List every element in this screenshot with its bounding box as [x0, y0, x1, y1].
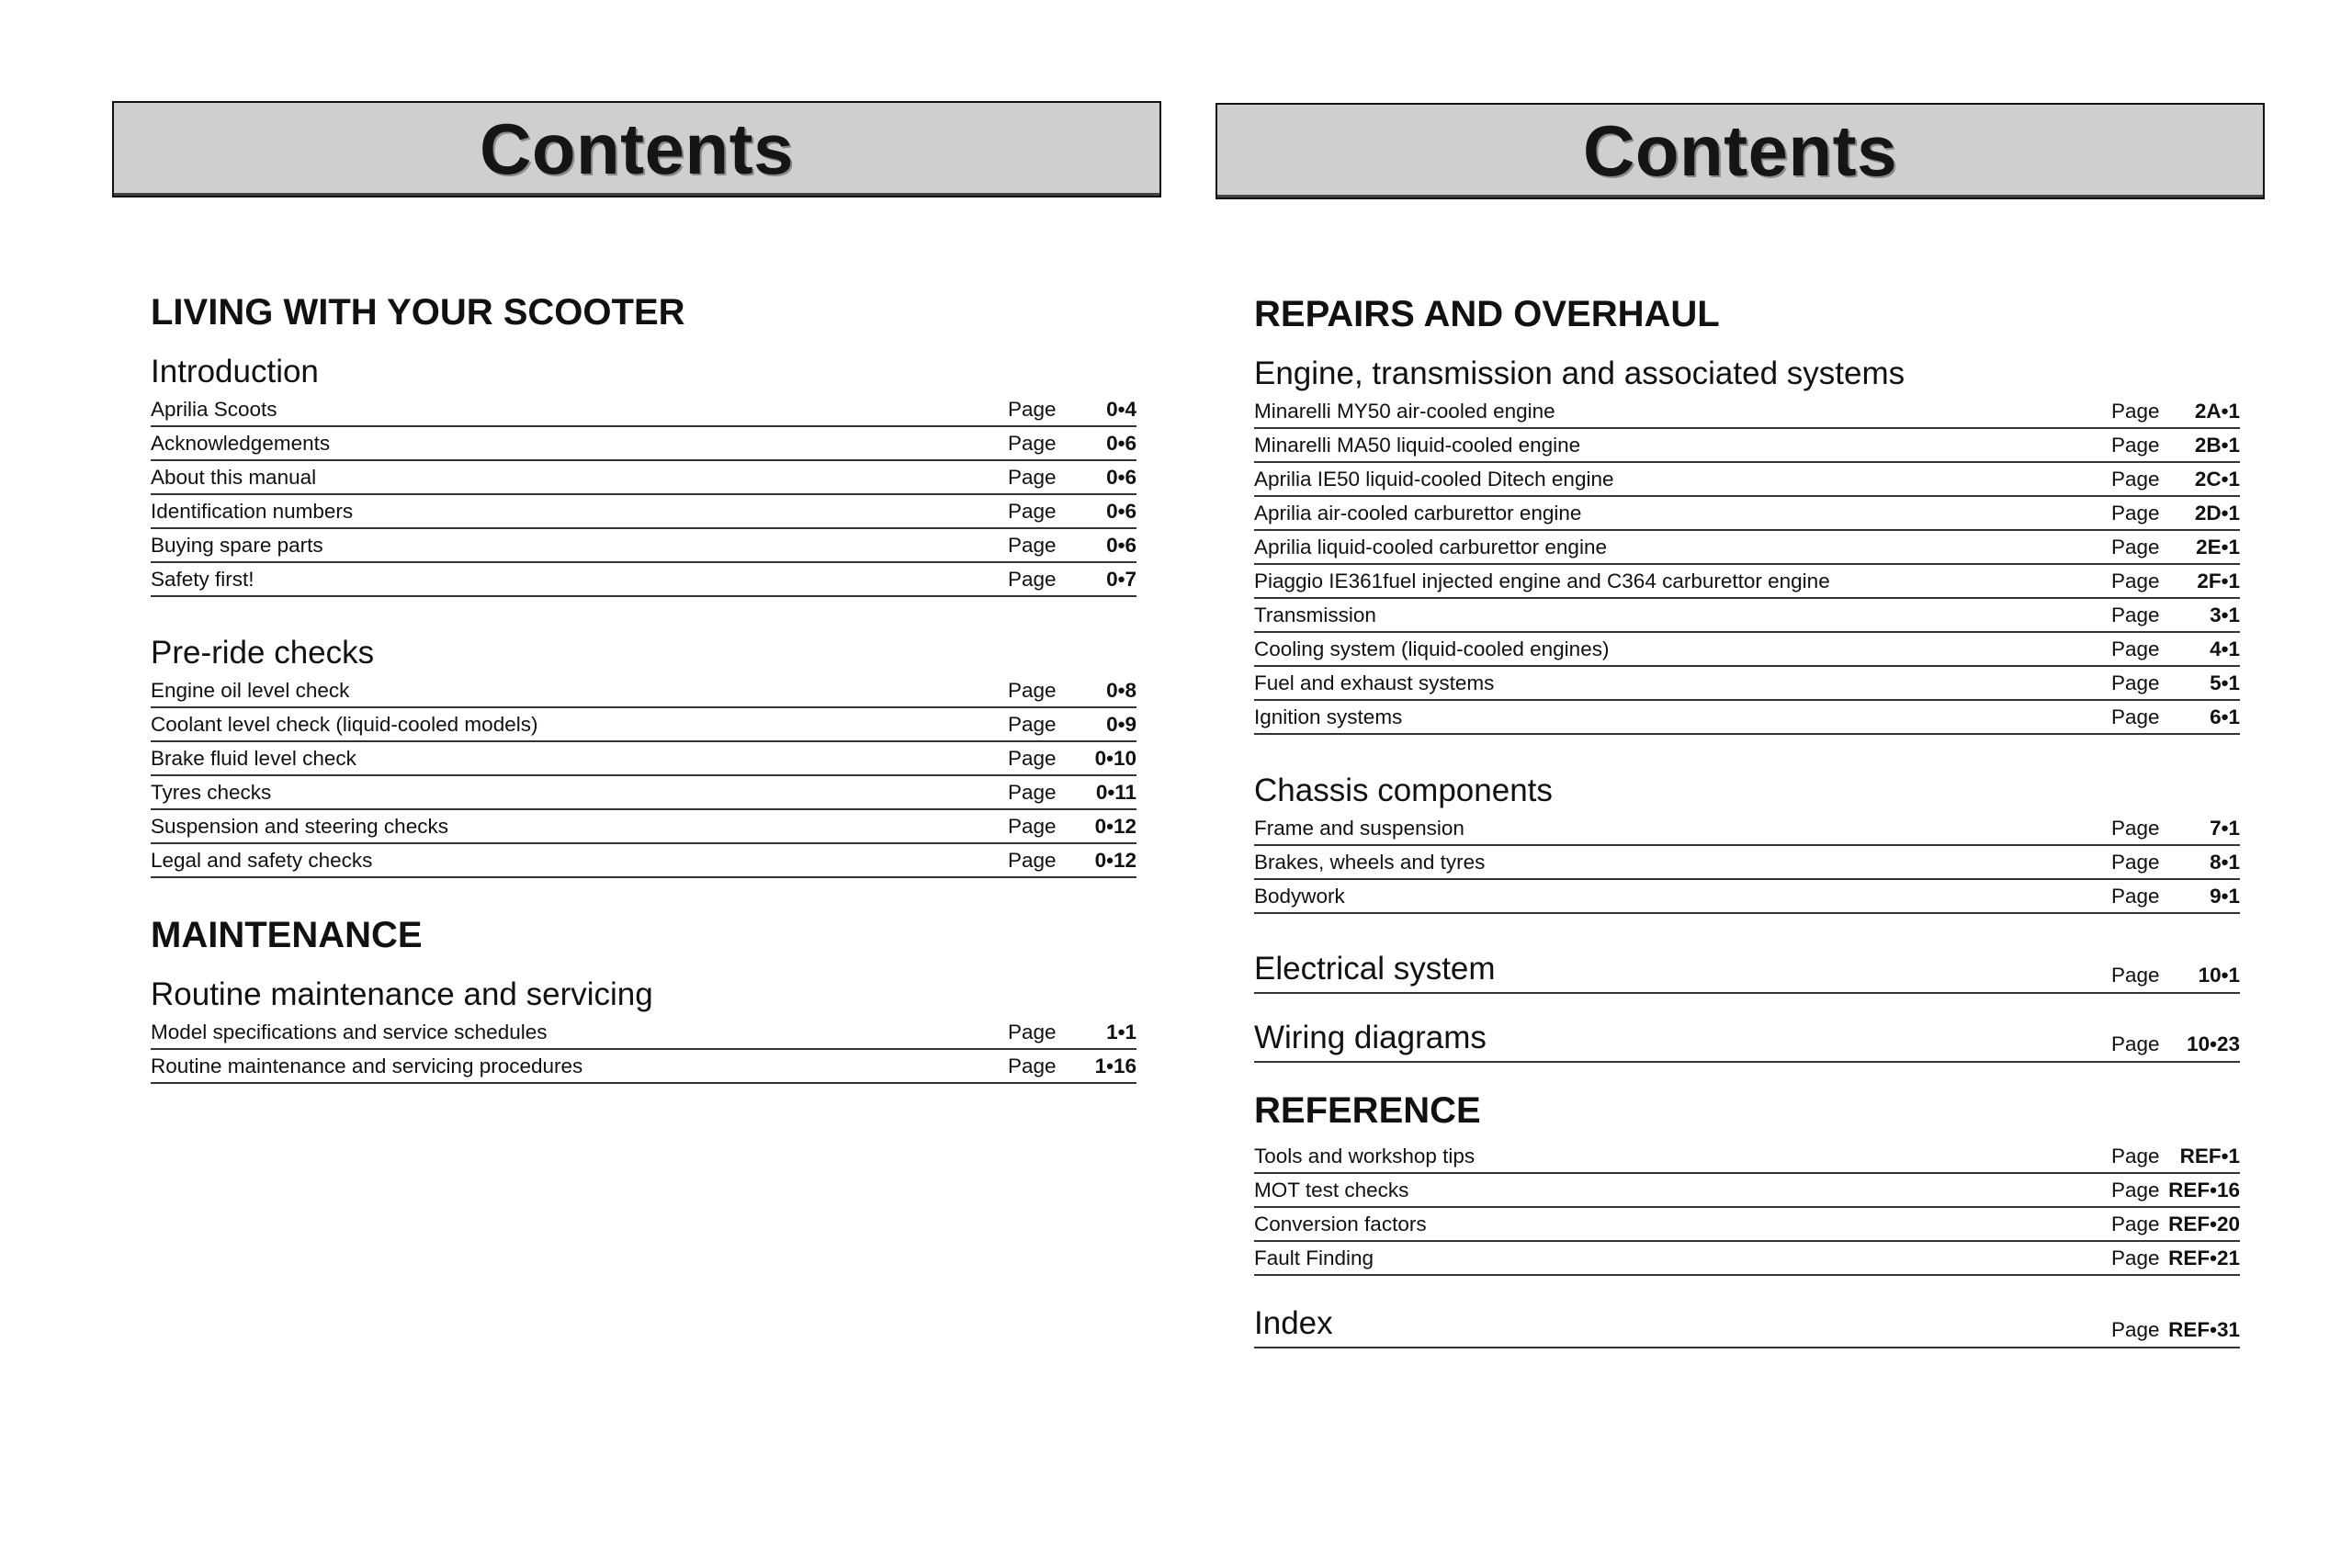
page-number: 0•6 [1106, 431, 1136, 455]
section-heading: REFERENCE [1254, 1090, 1481, 1131]
page-word: Page [1008, 1020, 1057, 1043]
page-word: Page [2111, 1178, 2160, 1201]
toc-entry[interactable] [151, 529, 1136, 563]
page-number: 0•6 [1106, 533, 1136, 557]
entry-label: Identification numbers [151, 499, 354, 523]
entry-label: Wiring diagrams [1254, 1020, 1487, 1055]
page-word: Page [1008, 533, 1057, 557]
toc-entry-electrical-system[interactable] [1254, 942, 2240, 994]
page-word: Page [2111, 433, 2160, 457]
entry-label: Routine maintenance and servicing procedures [151, 1054, 583, 1077]
page-word: Page [1008, 1054, 1057, 1077]
entry-label: Transmission [1254, 603, 1376, 626]
entry-label: Tools and workshop tips [1254, 1144, 1476, 1168]
toc-entry[interactable] [151, 461, 1136, 495]
toc-entry[interactable] [1254, 701, 2240, 735]
left-toc [151, 287, 1136, 1084]
entry-label: Brake fluid level check [151, 746, 356, 770]
page-number: 0•7 [1106, 567, 1136, 591]
group-title: Engine, transmission and associated systems [1254, 355, 1905, 391]
page-number: 10•23 [2187, 1032, 2240, 1055]
section-heading: MAINTENANCE [151, 915, 423, 955]
page-number: 2D•1 [2194, 501, 2240, 525]
entry-label: Minarelli MY50 air-cooled engine [1254, 399, 1555, 423]
page-word: Page [2111, 1144, 2160, 1168]
page-word: Page [2111, 964, 2160, 987]
toc-entry[interactable] [1254, 599, 2240, 633]
toc-entry[interactable] [151, 563, 1136, 597]
contents-banner [1216, 103, 2265, 199]
page-word: Page [1008, 780, 1057, 804]
toc-entry[interactable] [1254, 1174, 2240, 1208]
toc-entry[interactable] [151, 427, 1136, 461]
entry-label: Safety first! [151, 567, 254, 591]
page-word: Page [1008, 848, 1057, 872]
page-word: Page [2111, 467, 2160, 491]
page-number: 1•16 [1094, 1054, 1136, 1077]
page-word: Page [2111, 884, 2160, 908]
page-word: Page [2111, 705, 2160, 728]
toc-entry[interactable] [1254, 497, 2240, 531]
entry-label: Electrical system [1254, 951, 1496, 987]
entry-label: About this manual [151, 465, 317, 489]
page-number: REF•31 [2168, 1318, 2240, 1341]
page-word: Page [2111, 816, 2160, 840]
page-number: 2E•1 [2196, 535, 2240, 558]
toc-entry-wiring-diagrams[interactable] [1254, 1010, 2240, 1063]
page-number: 4•1 [2210, 637, 2240, 660]
toc-entry[interactable] [1254, 1208, 2240, 1242]
toc-entry[interactable] [1254, 667, 2240, 701]
toc-entry[interactable] [1254, 531, 2240, 565]
toc-entry[interactable] [1254, 429, 2240, 463]
page-word: Page [1008, 567, 1057, 591]
group-title: Pre-ride checks [151, 635, 375, 671]
page-number: 0•10 [1094, 746, 1136, 770]
entry-label: Legal and safety checks [151, 848, 373, 872]
page-number: 2C•1 [2194, 467, 2240, 491]
page-word: Page [1008, 746, 1057, 770]
page-number: 0•9 [1106, 712, 1136, 736]
toc-entry[interactable] [1254, 880, 2240, 914]
entry-label: Bodywork [1254, 884, 1345, 908]
page-word: Page [1008, 712, 1057, 736]
toc-entry[interactable] [151, 742, 1136, 776]
toc-entry[interactable] [1254, 846, 2240, 880]
toc-entry[interactable] [151, 776, 1136, 810]
contents-banner [112, 101, 1161, 197]
page-word: Page [2111, 535, 2160, 558]
page-word: Page [1008, 397, 1057, 421]
page-number: 0•12 [1094, 848, 1136, 872]
section-heading: REPAIRS AND OVERHAUL [1254, 294, 1720, 334]
page-number: 10•1 [2198, 964, 2240, 987]
entry-label: Aprilia IE50 liquid-cooled Ditech engine [1254, 467, 1614, 491]
entry-label: Acknowledgements [151, 431, 331, 455]
entry-label: Fault Finding [1254, 1246, 1374, 1269]
page-word: Page [2111, 850, 2160, 874]
page-number: 0•8 [1106, 678, 1136, 702]
group-title: Routine maintenance and servicing [151, 976, 653, 1012]
page-word: Page [2111, 569, 2160, 592]
banner-title: Contents [1583, 110, 1897, 191]
entry-label: Fuel and exhaust systems [1254, 671, 1495, 694]
page-number: 9•1 [2210, 884, 2240, 908]
entry-label: Aprilia liquid-cooled carburettor engine [1254, 535, 1607, 558]
toc-entry[interactable] [151, 1016, 1136, 1050]
entry-label: Coolant level check (liquid-cooled models) [151, 712, 538, 736]
toc-entry[interactable] [1254, 463, 2240, 497]
toc-entry[interactable] [1254, 1242, 2240, 1276]
entry-label: Tyres checks [151, 780, 272, 804]
page-word: Page [1008, 431, 1057, 455]
page-number: REF•21 [2168, 1246, 2240, 1269]
page-number: 0•4 [1106, 397, 1136, 421]
toc-entry[interactable] [151, 844, 1136, 878]
entry-label: Ignition systems [1254, 705, 1403, 728]
section-heading: LIVING WITH YOUR SCOOTER [151, 292, 685, 333]
toc-entry[interactable] [1254, 812, 2240, 846]
page-word: Page [2111, 637, 2160, 660]
group-title: Chassis components [1254, 773, 1553, 808]
entry-label: Aprilia Scoots [151, 397, 277, 421]
toc-entry[interactable] [151, 810, 1136, 844]
toc-entry[interactable] [1254, 633, 2240, 667]
entry-list [1254, 1140, 2240, 1276]
banner-title: Contents [480, 108, 794, 189]
page-number: REF•1 [2179, 1144, 2240, 1168]
entry-label: Buying spare parts [151, 533, 323, 557]
toc-entry[interactable] [151, 674, 1136, 708]
page-number: 2F•1 [2197, 569, 2240, 592]
entry-label: Suspension and steering checks [151, 814, 448, 838]
entry-list [1254, 395, 2240, 735]
page-number: REF•20 [2168, 1212, 2240, 1235]
page-word: Page [2111, 1212, 2160, 1235]
page-number: 0•12 [1094, 814, 1136, 838]
page-word: Page [2111, 1318, 2160, 1341]
page-number: 0•11 [1095, 780, 1136, 804]
page-number: 0•6 [1106, 465, 1136, 489]
page-number: 7•1 [2210, 816, 2240, 840]
page-number: 2B•1 [2194, 433, 2240, 457]
entry-list [151, 674, 1136, 878]
page-number: 6•1 [2210, 705, 2240, 728]
page-word: Page [2111, 1032, 2160, 1055]
entry-label: Frame and suspension [1254, 816, 1464, 840]
entry-label: Brakes, wheels and tyres [1254, 850, 1486, 874]
entry-label: Index [1254, 1305, 1333, 1341]
entry-label: Conversion factors [1254, 1212, 1427, 1235]
page-word: Page [2111, 1246, 2160, 1269]
page-word: Page [2111, 671, 2160, 694]
page-word: Page [2111, 603, 2160, 626]
toc-entry[interactable] [1254, 395, 2240, 429]
page-word: Page [1008, 465, 1057, 489]
toc-entry-index[interactable] [1254, 1296, 2240, 1348]
entry-list [1254, 812, 2240, 914]
toc-entry[interactable] [151, 495, 1136, 529]
page-word: Page [2111, 399, 2160, 423]
right-toc [1254, 288, 2240, 1348]
entry-label: Cooling system (liquid-cooled engines) [1254, 637, 1610, 660]
toc-entry[interactable] [151, 708, 1136, 742]
entry-label: MOT test checks [1254, 1178, 1409, 1201]
page-number: 3•1 [2210, 603, 2240, 626]
page-number: 8•1 [2210, 850, 2240, 874]
entry-label: Minarelli MA50 liquid-cooled engine [1254, 433, 1581, 457]
page-number: 5•1 [2210, 671, 2240, 694]
entry-list [151, 1016, 1136, 1084]
page-word: Page [1008, 814, 1057, 838]
page-word: Page [1008, 499, 1057, 523]
toc-entry[interactable] [1254, 565, 2240, 599]
group-title: Introduction [151, 354, 319, 389]
toc-entry[interactable] [151, 393, 1136, 427]
page-number: 1•1 [1106, 1020, 1136, 1043]
entry-label: Engine oil level check [151, 678, 350, 702]
toc-entry[interactable] [151, 1050, 1136, 1084]
page-number: 0•6 [1106, 499, 1136, 523]
page-number: 2A•1 [2194, 399, 2240, 423]
entry-list [151, 393, 1136, 597]
page-word: Page [2111, 501, 2160, 525]
entry-label: Piaggio IE361fuel injected engine and C364 carburettor engine [1254, 569, 1830, 592]
page-word: Page [1008, 678, 1057, 702]
entry-label: Aprilia air-cooled carburettor engine [1254, 501, 1582, 525]
toc-entry[interactable] [1254, 1140, 2240, 1174]
entry-label: Model specifications and service schedules [151, 1020, 548, 1043]
page-number: REF•16 [2168, 1178, 2240, 1201]
